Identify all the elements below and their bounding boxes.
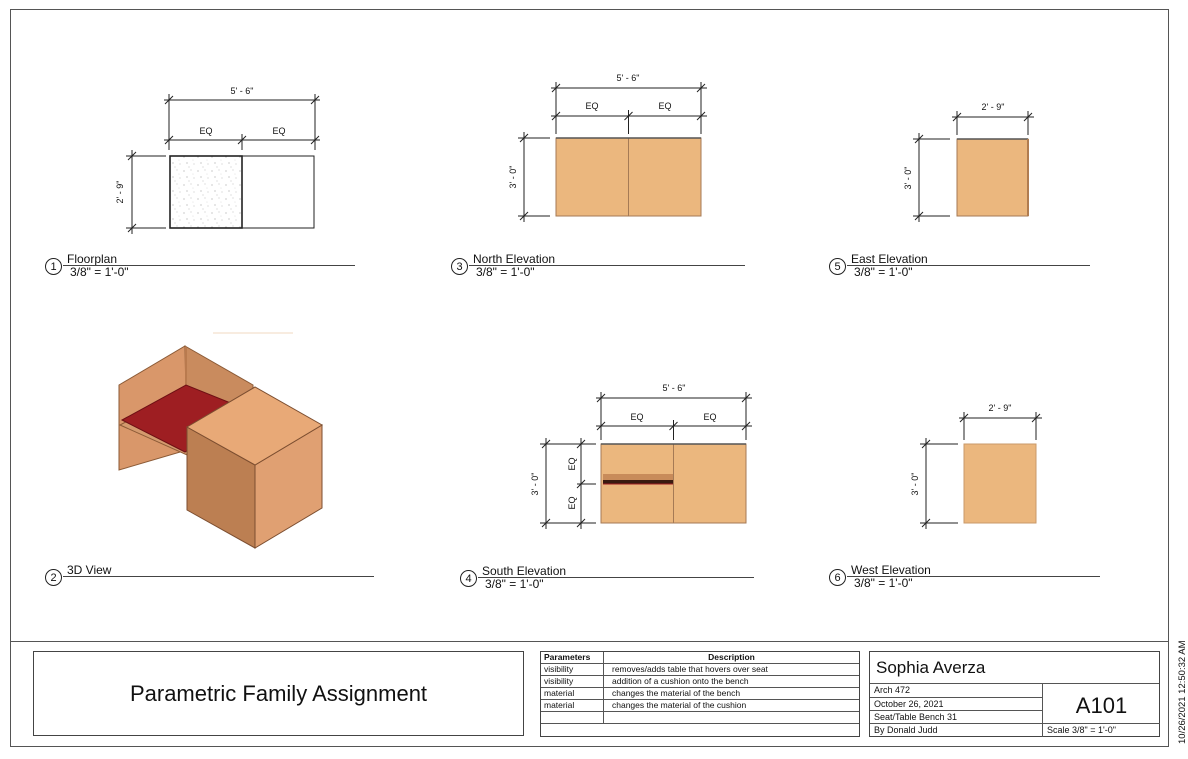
floorplan-depth-dim: 2' - 9" — [115, 180, 125, 204]
sheet-number: A101 — [1075, 693, 1128, 718]
project-title: Parametric Family Assignment — [129, 680, 428, 706]
view-rule — [847, 576, 1100, 577]
view-rule — [63, 265, 355, 266]
view-name: North Elevation — [473, 252, 556, 266]
table-row-empty — [541, 712, 859, 724]
divider — [870, 723, 1042, 724]
west-height-dim: 3' - 0" — [910, 472, 920, 496]
table-row — [541, 700, 859, 712]
floorplan-drawing — [126, 94, 320, 234]
view-number-6: 6 — [829, 569, 846, 586]
divider — [1043, 723, 1160, 724]
description-cell: changes the material of the bench — [604, 688, 860, 700]
floorplan-overall-dim: 5' - 6" — [230, 86, 254, 96]
view-name: West Elevation — [851, 563, 931, 577]
table-row — [541, 676, 859, 688]
author-name: Sophia Averza — [876, 658, 986, 677]
view-name: South Elevation — [482, 564, 567, 578]
view-rule — [478, 577, 754, 578]
view-title-floorplan — [67, 253, 129, 279]
view-scale: 3/8" = 1'-0" — [70, 265, 129, 279]
table-header-parameters: Parameters — [541, 652, 604, 664]
table-row — [541, 664, 859, 676]
view-title-south-elevation — [482, 565, 566, 591]
floorplan-eq-left: EQ — [199, 126, 213, 136]
east-height-dim: 3' - 0" — [903, 166, 913, 190]
description-cell: addition of a cushion onto the bench — [604, 676, 860, 688]
view-rule — [847, 265, 1090, 266]
titleblock-divider — [10, 641, 1169, 642]
south-eq-lower: EQ — [567, 496, 577, 510]
sheet-scale: Scale 3/8" = 1'-0" — [1047, 725, 1116, 735]
north-eq-right: EQ — [658, 101, 672, 111]
parameters-table — [540, 651, 860, 737]
floorplan-table — [242, 156, 314, 228]
view-scale: 3/8" = 1'-0" — [854, 265, 913, 279]
parameter-cell: visibility — [541, 664, 604, 676]
south-eq-right: EQ — [703, 412, 717, 422]
title-block-info — [869, 651, 1160, 737]
floorplan-cushion — [170, 156, 242, 228]
west-elevation-drawing — [920, 412, 1042, 529]
course-label: Arch 472 — [874, 685, 911, 695]
view-rule — [63, 576, 374, 577]
view-name: 3D View — [67, 563, 112, 577]
divider — [870, 710, 1042, 711]
parameter-cell: visibility — [541, 676, 604, 688]
view-number-2: 2 — [45, 569, 62, 586]
drawing-name: Seat/Table Bench 31 — [874, 712, 958, 722]
view-rule — [469, 265, 745, 266]
view-title-east-elevation — [851, 253, 928, 279]
floorplan-eq-right: EQ — [272, 126, 286, 136]
north-overall-dim: 5' - 6" — [616, 73, 640, 83]
print-timestamp: 10/26/2021 12:50:32 AM — [1177, 640, 1188, 744]
south-overall-dim: 5' - 6" — [662, 383, 686, 393]
east-depth-dim: 2' - 9" — [981, 102, 1005, 112]
view-scale: 3/8" = 1'-0" — [476, 265, 535, 279]
north-height-dim: 3' - 0" — [508, 165, 518, 189]
project-title-box — [33, 651, 524, 736]
divider — [870, 697, 1042, 698]
north-eq-left: EQ — [585, 101, 599, 111]
date-label: October 26, 2021 — [874, 699, 944, 709]
north-elevation-drawing — [518, 82, 707, 222]
view-title-west-elevation — [851, 564, 931, 590]
view-number-5: 5 — [829, 258, 846, 275]
description-cell: removes/adds table that hovers over seat — [604, 664, 860, 676]
view-number-4: 4 — [460, 570, 477, 587]
table-header-row — [541, 652, 859, 664]
sheet-number-box — [1042, 683, 1160, 737]
view-number-3: 3 — [451, 258, 468, 275]
south-eq-upper: EQ — [567, 457, 577, 471]
drawn-by: By Donald Judd — [874, 725, 938, 735]
table-row — [541, 688, 859, 700]
parameter-cell: material — [541, 700, 604, 712]
view-title-north-elevation — [473, 253, 555, 279]
view-name: East Elevation — [851, 252, 928, 266]
description-cell: changes the material of the cushion — [604, 700, 860, 712]
south-eq-left: EQ — [630, 412, 644, 422]
3d-view-drawing — [119, 333, 322, 548]
view-number-1: 1 — [45, 258, 62, 275]
east-elevation-drawing — [913, 111, 1034, 222]
table-header-description: Description — [604, 652, 860, 664]
view-scale: 3/8" = 1'-0" — [854, 576, 913, 590]
view-name: Floorplan — [67, 252, 118, 266]
west-depth-dim: 2' - 9" — [988, 403, 1012, 413]
view-scale: 3/8" = 1'-0" — [485, 577, 544, 591]
south-height-dim: 3' - 0" — [530, 472, 540, 496]
parameter-cell: material — [541, 688, 604, 700]
